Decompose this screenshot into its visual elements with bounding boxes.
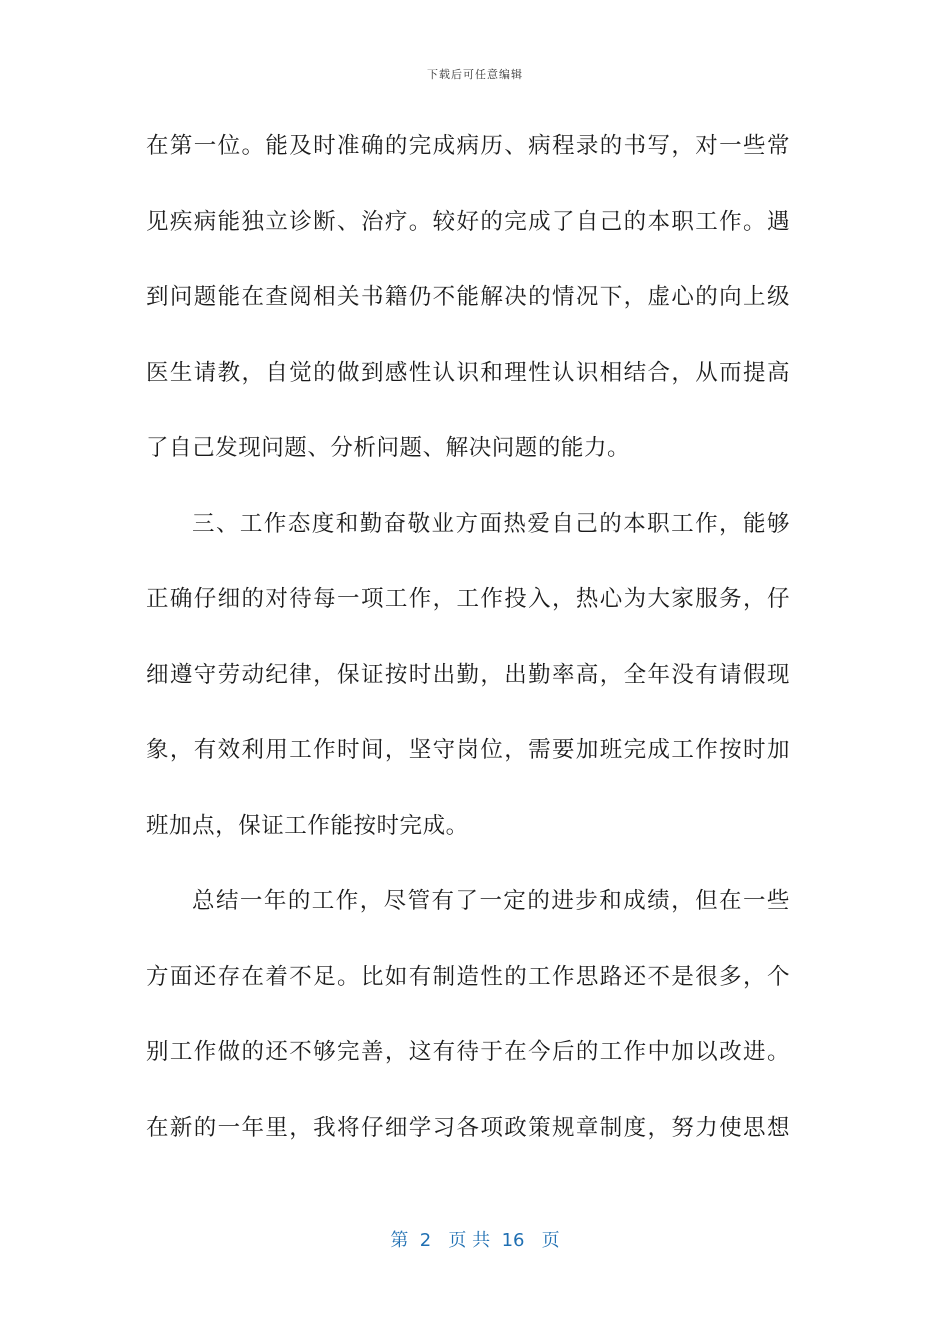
body-line: 总结一年的工作，尽管有了一定的进步和成绩，但在一些 (192, 888, 790, 914)
body-line: 在新的一年里，我将仔细学习各项政策规章制度，努力使思想 (146, 1114, 790, 1141)
body-line: 方面还存在着不足。比如有制造性的工作思路还不是很多，个 (146, 963, 790, 990)
body-line: 在第一位。能及时准确的完成病历、病程录的书写，对一些常 (146, 133, 790, 159)
body-line: 班加点，保证工作能按时完成。 (146, 812, 469, 839)
body-line: 了自己发现问题、分析问题、解决问题的能力。 (146, 435, 631, 461)
page-number: 第 2 页 共 16 页 (390, 1230, 560, 1251)
body-line: 别工作做的还不够完善，这有待于在今后的工作中加以改进。 (146, 1039, 790, 1065)
body-line: 三、工作态度和勤奋敬业方面热爱自己的本职工作，能够 (192, 510, 790, 537)
download-note: 下载后可任意编辑 (427, 68, 523, 81)
body-line: 正确仔细的对待每一项工作，工作投入，热心为大家服务，仔 (146, 586, 790, 612)
document-body (146, 116, 790, 1173)
body-line: 到问题能在查阅相关书籍仍不能解决的情况下，虚心的向上级 (146, 284, 790, 310)
body-line: 见疾病能独立诊断、治疗。较好的完成了自己的本职工作。遇 (146, 208, 790, 235)
body-line: 细遵守劳动纪律，保证按时出勤，出勤率高，全年没有请假现 (146, 661, 790, 688)
body-line: 象，有效利用工作时间，坚守岗位，需要加班完成工作按时加 (146, 737, 790, 763)
body-line: 医生请教，自觉的做到感性认识和理性认识相结合，从而提高 (146, 359, 790, 386)
